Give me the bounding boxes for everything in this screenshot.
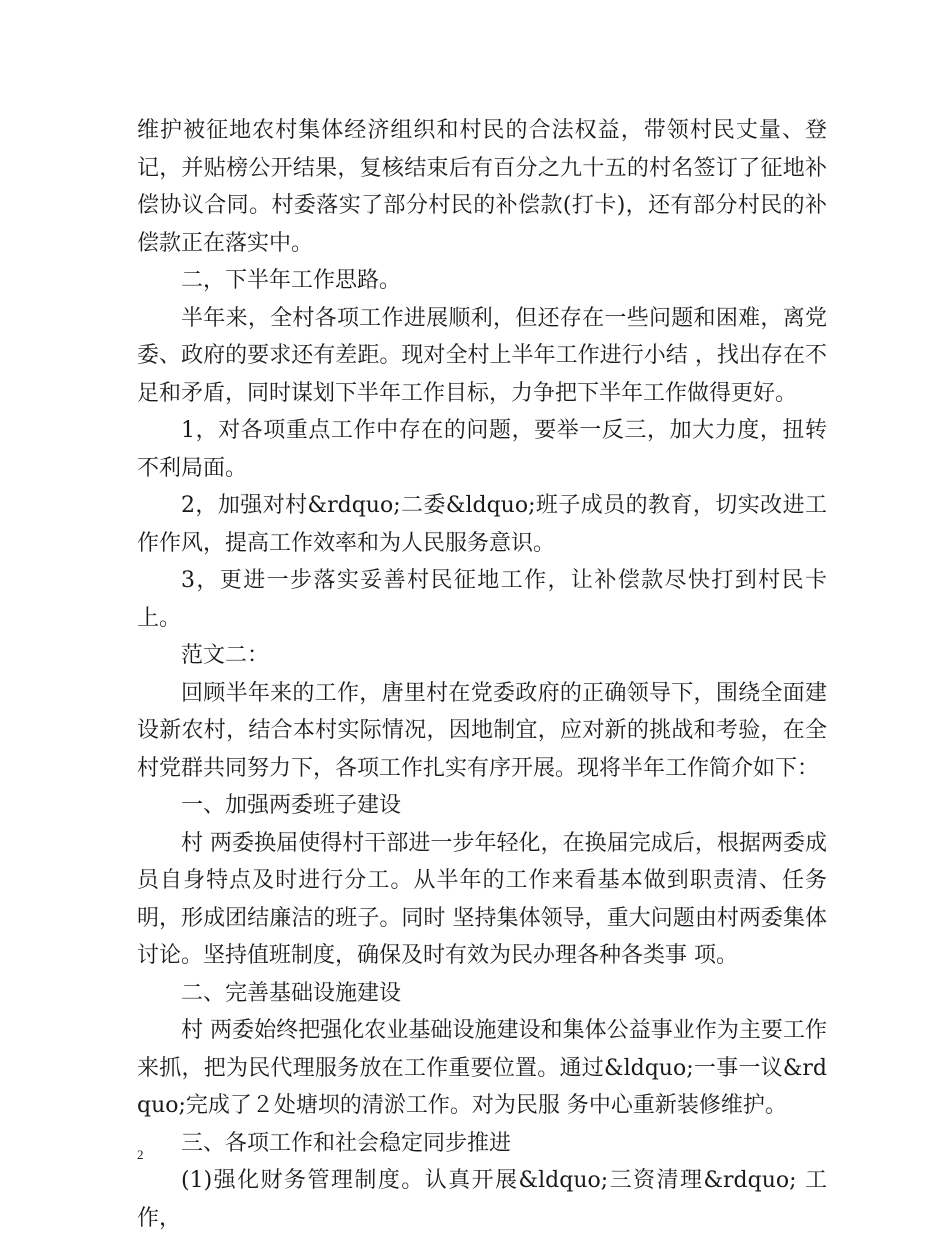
list-item-2: 2，加强对村&rdquo;二委&ldquo;班子成员的教育，切实改进工作作风，提高工作效率和为人民服务意识。: [137, 493, 827, 556]
section-heading-3: 三、各项工作和社会稳定同步推进: [181, 1130, 512, 1156]
list-item-3: 3，更进一步落实妥善村民征地工作，让补偿款尽快打到村民卡上。: [137, 568, 827, 631]
section-heading-second-half-plan: 二，下半年工作思路。: [181, 268, 402, 293]
paragraph-committee: 村 两委换届使得村干部进一步年轻化，在换届完成后，根据两委成员自身特点及时进行分工。从半年的工作来看基本做到职责清、任务明，形成团结廉洁的班子。同时 坚持集体领导，重大问题由村两委集体讨论。坚持值班制度，确保及时有效为民办理各种各类事 项。: [137, 830, 827, 968]
sample-heading: 范文二：: [181, 643, 270, 668]
paragraph-half-year-summary: 半年来，全村各项工作进展顺利，但还存在一些问题和困难，离党委、政府的要求还有差距。现对全村上半年工作进行小结 ，找出存在不足和矛盾，同时谋划下半年工作目标，力争把下半年工作做得更好。: [137, 305, 827, 406]
page-number: 2: [137, 1147, 144, 1162]
paragraph-infrastructure: 村 两委始终把强化农业基础设施建设和集体公益事业作为主要工作来抓，把为民代理服务放在工作重要位置。通过&ldquo;一事一议&rdquo;完成了２处塘坝的清淤工作。对为民服 务中心重新装修维护。: [137, 1018, 827, 1118]
paragraph-review: 回顾半年来的工作，唐里村在党委政府的正确领导下，围绕全面建设新农村，结合本村实际情况，因地制宜，应对新的挑战和考验，在全村党群共同努力下，各项工作扎实有序开展。现将半年工作简介如下：: [137, 680, 827, 781]
paragraph-continuation: 维护被征地农村集体经济组织和村民的合法权益，带领村民丈量、登记，并贴榜公开结果，复核结束后有百分之九十五的村名签订了征地补偿协议合同。村委落实了部分村民的补偿款(打卡)，还有部分村民的补偿款正在落实中。: [137, 118, 827, 256]
body-text: [137, 112, 827, 1237]
paragraph-finance: (1)强化财务管理制度。认真开展&ldquo;三资清理&rdquo; 工作，: [137, 1168, 827, 1231]
section-heading-2: 二、完善基础设施建设: [181, 980, 402, 1006]
list-item-1: 1，对各项重点工作中存在的问题，要举一反三，加大力度，扭转不利局面。: [137, 418, 827, 481]
section-heading-1: 一、加强两委班子建设: [181, 793, 402, 818]
